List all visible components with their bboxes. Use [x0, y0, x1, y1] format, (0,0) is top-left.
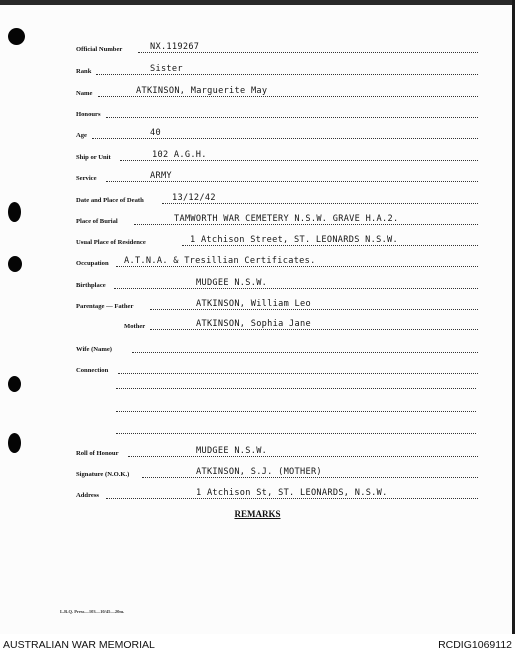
birthplace-value: MUDGEE N.S.W. — [196, 278, 268, 288]
name-row — [76, 84, 478, 98]
signature-nok-label: Signature (N.O.K.) — [76, 471, 130, 478]
rank-row — [76, 62, 478, 76]
dotted-line — [150, 309, 478, 310]
roll-of-honour-value: MUDGEE N.S.W. — [196, 446, 268, 456]
roll-of-honour-label: Roll of Honour — [76, 450, 119, 457]
dotted-line — [98, 96, 478, 97]
roll-of-honour-row — [76, 444, 478, 458]
place-of-burial-value: TAMWORTH WAR CEMETERY N.S.W. GRAVE H.A.2. — [174, 214, 399, 224]
birthplace-row — [76, 276, 478, 290]
place-of-burial-row — [76, 212, 478, 226]
dotted-line — [150, 329, 478, 330]
honours-row — [76, 105, 478, 119]
age-value: 40 — [150, 128, 161, 138]
dotted-line — [114, 288, 478, 289]
punch-hole — [8, 28, 25, 45]
signature-nok-row — [76, 465, 478, 479]
honours-label: Honours — [76, 111, 101, 118]
place-of-burial-label: Place of Burial — [76, 218, 118, 225]
connection-line — [116, 411, 476, 412]
parentage-father-label: Parentage — Father — [76, 303, 134, 310]
rank-label: Rank — [76, 68, 92, 75]
dotted-line — [106, 181, 478, 182]
age-row — [76, 126, 478, 140]
dotted-line — [162, 203, 478, 204]
dotted-line — [118, 373, 478, 374]
signature-nok-value: ATKINSON, S.J. (MOTHER) — [196, 467, 322, 477]
service-label: Service — [76, 175, 97, 182]
dotted-line — [132, 352, 478, 353]
dotted-line — [120, 160, 478, 161]
age-label: Age — [76, 132, 87, 139]
date-place-death-value: 13/12/42 — [172, 193, 216, 203]
usual-residence-value: 1 Atchison Street, ST. LEONARDS N.S.W. — [190, 235, 399, 245]
scan-edge-top — [0, 0, 515, 5]
name-value: ATKINSON, Marguerite May — [136, 86, 268, 96]
connection-line — [116, 433, 476, 434]
date-place-death-row — [76, 191, 478, 205]
official-number-value: NX.119267 — [150, 42, 200, 52]
footer-record-id: RCDIG1069112 — [438, 639, 512, 651]
official-number-label: Official Number — [76, 46, 123, 53]
parentage-mother-row — [124, 317, 478, 331]
connection-label: Connection — [76, 367, 109, 374]
footer-institution: AUSTRALIAN WAR MEMORIAL — [3, 639, 155, 651]
occupation-value: A.T.N.A. & Tresillian Certificates. — [124, 256, 316, 266]
dotted-line — [182, 245, 478, 246]
wife-label: Wife (Name) — [76, 346, 112, 353]
parentage-father-row — [76, 297, 478, 311]
dotted-line — [142, 477, 478, 478]
printer-mark: L.R.Q. Press—103—10/45—20m. — [60, 609, 125, 614]
dotted-line — [106, 117, 478, 118]
dotted-line — [134, 224, 478, 225]
address-row — [76, 486, 478, 500]
dotted-line — [138, 52, 478, 53]
parentage-mother-label: Mother — [124, 323, 146, 330]
ship-or-unit-row — [76, 148, 478, 162]
parentage-mother-value: ATKINSON, Sophia Jane — [196, 319, 311, 329]
birthplace-label: Birthplace — [76, 282, 106, 289]
punch-hole — [8, 376, 21, 392]
punch-hole — [8, 202, 21, 222]
occupation-row — [76, 254, 478, 268]
address-label: Address — [76, 492, 99, 499]
punch-hole — [8, 256, 22, 272]
connection-line — [116, 388, 476, 389]
wife-row — [76, 340, 478, 354]
service-value: ARMY — [150, 171, 172, 181]
date-place-death-label: Date and Place of Death — [76, 197, 144, 204]
dotted-line — [128, 456, 478, 457]
official-number-row — [76, 40, 478, 54]
ship-or-unit-label: Ship or Unit — [76, 154, 111, 161]
connection-row — [76, 361, 478, 375]
punch-hole — [8, 433, 21, 453]
dotted-line — [96, 74, 478, 75]
service-row — [76, 169, 478, 183]
address-value: 1 Atchison St, ST. LEONARDS, N.S.W. — [196, 488, 388, 498]
occupation-label: Occupation — [76, 260, 109, 267]
ship-or-unit-value: 102 A.G.H. — [152, 150, 207, 160]
rank-value: Sister — [150, 64, 183, 74]
name-label: Name — [76, 90, 93, 97]
dotted-line — [116, 266, 478, 267]
remarks-heading: REMARKS — [234, 509, 281, 519]
archive-footer — [0, 634, 515, 654]
parentage-father-value: ATKINSON, William Leo — [196, 299, 311, 309]
usual-residence-label: Usual Place of Residence — [76, 239, 146, 246]
dotted-line — [106, 498, 478, 499]
usual-residence-row — [76, 233, 478, 247]
dotted-line — [92, 138, 478, 139]
